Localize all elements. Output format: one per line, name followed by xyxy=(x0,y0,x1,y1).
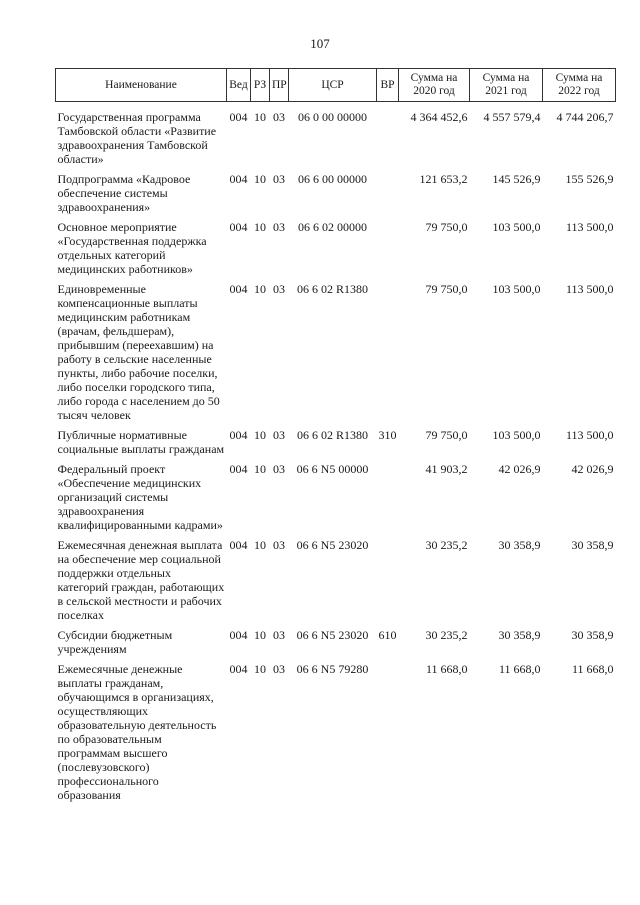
table-row xyxy=(56,172,616,220)
header-rz: РЗ xyxy=(251,69,270,102)
row-name: Ежемесячные денежные выплаты гражданам, обучающимся в организациях, осуществляющих образовательную деятельность по образовательным программам высшего (послевузовского) профессионального образования xyxy=(57,662,217,802)
row-name: Государственная программа Тамбовской области «Развитие здравоохранения Тамбовской области» xyxy=(57,110,217,166)
row-sum-2021: 30 358,9 xyxy=(498,538,541,552)
row-vr: 610 xyxy=(378,628,397,642)
row-rz: 10 xyxy=(254,628,266,642)
table-row xyxy=(56,282,616,428)
header-csr: ЦСР xyxy=(289,69,377,102)
header-vr: ВР xyxy=(377,69,399,102)
row-rz: 10 xyxy=(254,110,266,124)
row-csr: 06 6 N5 23020 xyxy=(296,538,369,552)
header-pr: ПР xyxy=(270,69,289,102)
row-sum-2020: 79 750,0 xyxy=(425,428,468,442)
row-sum-2022: 11 668,0 xyxy=(571,662,614,676)
row-sum-2022: 30 358,9 xyxy=(571,628,614,642)
row-csr: 06 6 02 R1380 xyxy=(296,282,368,296)
row-rz: 10 xyxy=(254,428,266,442)
table-header-row xyxy=(56,69,616,102)
row-ved: 004 xyxy=(229,282,248,296)
row-csr: 06 6 N5 00000 xyxy=(296,462,369,476)
row-rz: 10 xyxy=(254,662,266,676)
row-rz: 10 xyxy=(254,462,266,476)
row-pr: 03 xyxy=(273,110,285,124)
row-vr xyxy=(377,538,399,628)
row-pr: 03 xyxy=(273,220,285,234)
row-sum-2020: 79 750,0 xyxy=(425,220,468,234)
row-name: Подпрограмма «Кадровое обеспечение системы здравоохранения» xyxy=(57,172,191,214)
row-vr xyxy=(377,172,399,220)
row-sum-2021: 103 500,0 xyxy=(492,428,541,442)
row-sum-2020: 11 668,0 xyxy=(425,662,468,676)
row-sum-2022: 113 500,0 xyxy=(565,428,614,442)
header-sum-2021: Сумма на 2021 год xyxy=(470,69,543,102)
row-ved: 004 xyxy=(229,428,248,442)
table-row xyxy=(56,220,616,282)
row-pr: 03 xyxy=(273,462,285,476)
row-name: Единовременные компенсационные выплаты медицинским работникам (врачам, фельдшерам), прибывшим (переехавшим) на работу в сельские населенные пункты, либо рабочие поселки, либо поселки городского типа, либо города с населением до 50 тысяч человек xyxy=(57,282,220,422)
table-row xyxy=(56,428,616,462)
row-vr xyxy=(377,220,399,282)
table-row xyxy=(56,462,616,538)
row-vr xyxy=(377,282,399,428)
row-rz: 10 xyxy=(254,220,266,234)
row-pr: 03 xyxy=(273,282,285,296)
row-rz: 10 xyxy=(254,172,266,186)
row-name: Публичные нормативные социальные выплаты гражданам xyxy=(57,428,225,456)
row-pr: 03 xyxy=(273,428,285,442)
row-pr: 03 xyxy=(273,628,285,642)
row-sum-2020: 30 235,2 xyxy=(425,538,468,552)
row-name: Федеральный проект «Обеспечение медицинских организаций системы здравоохранения квалифицированными кадрами» xyxy=(57,462,223,532)
row-vr xyxy=(377,662,399,808)
table-row xyxy=(56,628,616,662)
row-name: Субсидии бюджетным учреждениям xyxy=(57,628,173,656)
row-sum-2022: 113 500,0 xyxy=(565,220,614,234)
row-sum-2020: 79 750,0 xyxy=(425,282,468,296)
row-sum-2020: 30 235,2 xyxy=(425,628,468,642)
header-name: Наименование xyxy=(56,69,227,102)
row-csr: 06 6 02 R1380 xyxy=(296,428,368,442)
row-ved: 004 xyxy=(229,172,248,186)
row-sum-2022: 113 500,0 xyxy=(565,282,614,296)
row-csr: 06 0 00 00000 xyxy=(298,110,367,124)
row-vr: 310 xyxy=(378,428,397,442)
row-name: Основное мероприятие «Государственная поддержка отдельных категорий медицинских работников» xyxy=(57,220,207,276)
header-sum-2022: Сумма на 2022 год xyxy=(543,69,616,102)
row-sum-2022: 30 358,9 xyxy=(571,538,614,552)
row-pr: 03 xyxy=(273,662,285,676)
header-ved: Вед xyxy=(227,69,251,102)
row-pr: 03 xyxy=(273,538,285,552)
row-vr xyxy=(377,462,399,538)
row-vr xyxy=(377,110,399,172)
row-ved: 004 xyxy=(229,220,248,234)
row-sum-2021: 145 526,9 xyxy=(492,172,541,186)
row-csr: 06 6 02 00000 xyxy=(298,220,367,234)
row-sum-2020: 121 653,2 xyxy=(419,172,468,186)
row-sum-2021: 11 668,0 xyxy=(498,662,541,676)
row-name: Ежемесячная денежная выплата на обеспечение мер социальной поддержки отдельных категорий граждан, работающих в сельской местности и рабочих поселках xyxy=(57,538,225,622)
row-csr: 06 6 N5 23020 xyxy=(296,628,369,642)
row-ved: 004 xyxy=(229,110,248,124)
row-ved: 004 xyxy=(229,628,248,642)
row-sum-2021: 103 500,0 xyxy=(492,282,541,296)
row-ved: 004 xyxy=(229,662,248,676)
row-sum-2020: 4 364 452,6 xyxy=(410,110,468,124)
row-csr: 06 6 N5 79280 xyxy=(296,662,369,676)
row-sum-2020: 41 903,2 xyxy=(425,462,468,476)
page-number: 107 xyxy=(310,36,330,51)
row-sum-2021: 30 358,9 xyxy=(498,628,541,642)
row-csr: 06 6 00 00000 xyxy=(298,172,367,186)
row-sum-2022: 4 744 206,7 xyxy=(556,110,614,124)
row-sum-2021: 4 557 579,4 xyxy=(483,110,541,124)
table-row xyxy=(56,538,616,628)
budget-table xyxy=(55,68,616,808)
table-row xyxy=(56,110,616,172)
row-pr: 03 xyxy=(273,172,285,186)
header-sum-2020: Сумма на 2020 год xyxy=(399,69,470,102)
table-row xyxy=(56,662,616,808)
row-sum-2022: 42 026,9 xyxy=(571,462,614,476)
row-sum-2021: 103 500,0 xyxy=(492,220,541,234)
row-ved: 004 xyxy=(229,462,248,476)
row-sum-2022: 155 526,9 xyxy=(565,172,614,186)
row-rz: 10 xyxy=(254,538,266,552)
row-rz: 10 xyxy=(254,282,266,296)
row-ved: 004 xyxy=(229,538,248,552)
row-sum-2021: 42 026,9 xyxy=(498,462,541,476)
